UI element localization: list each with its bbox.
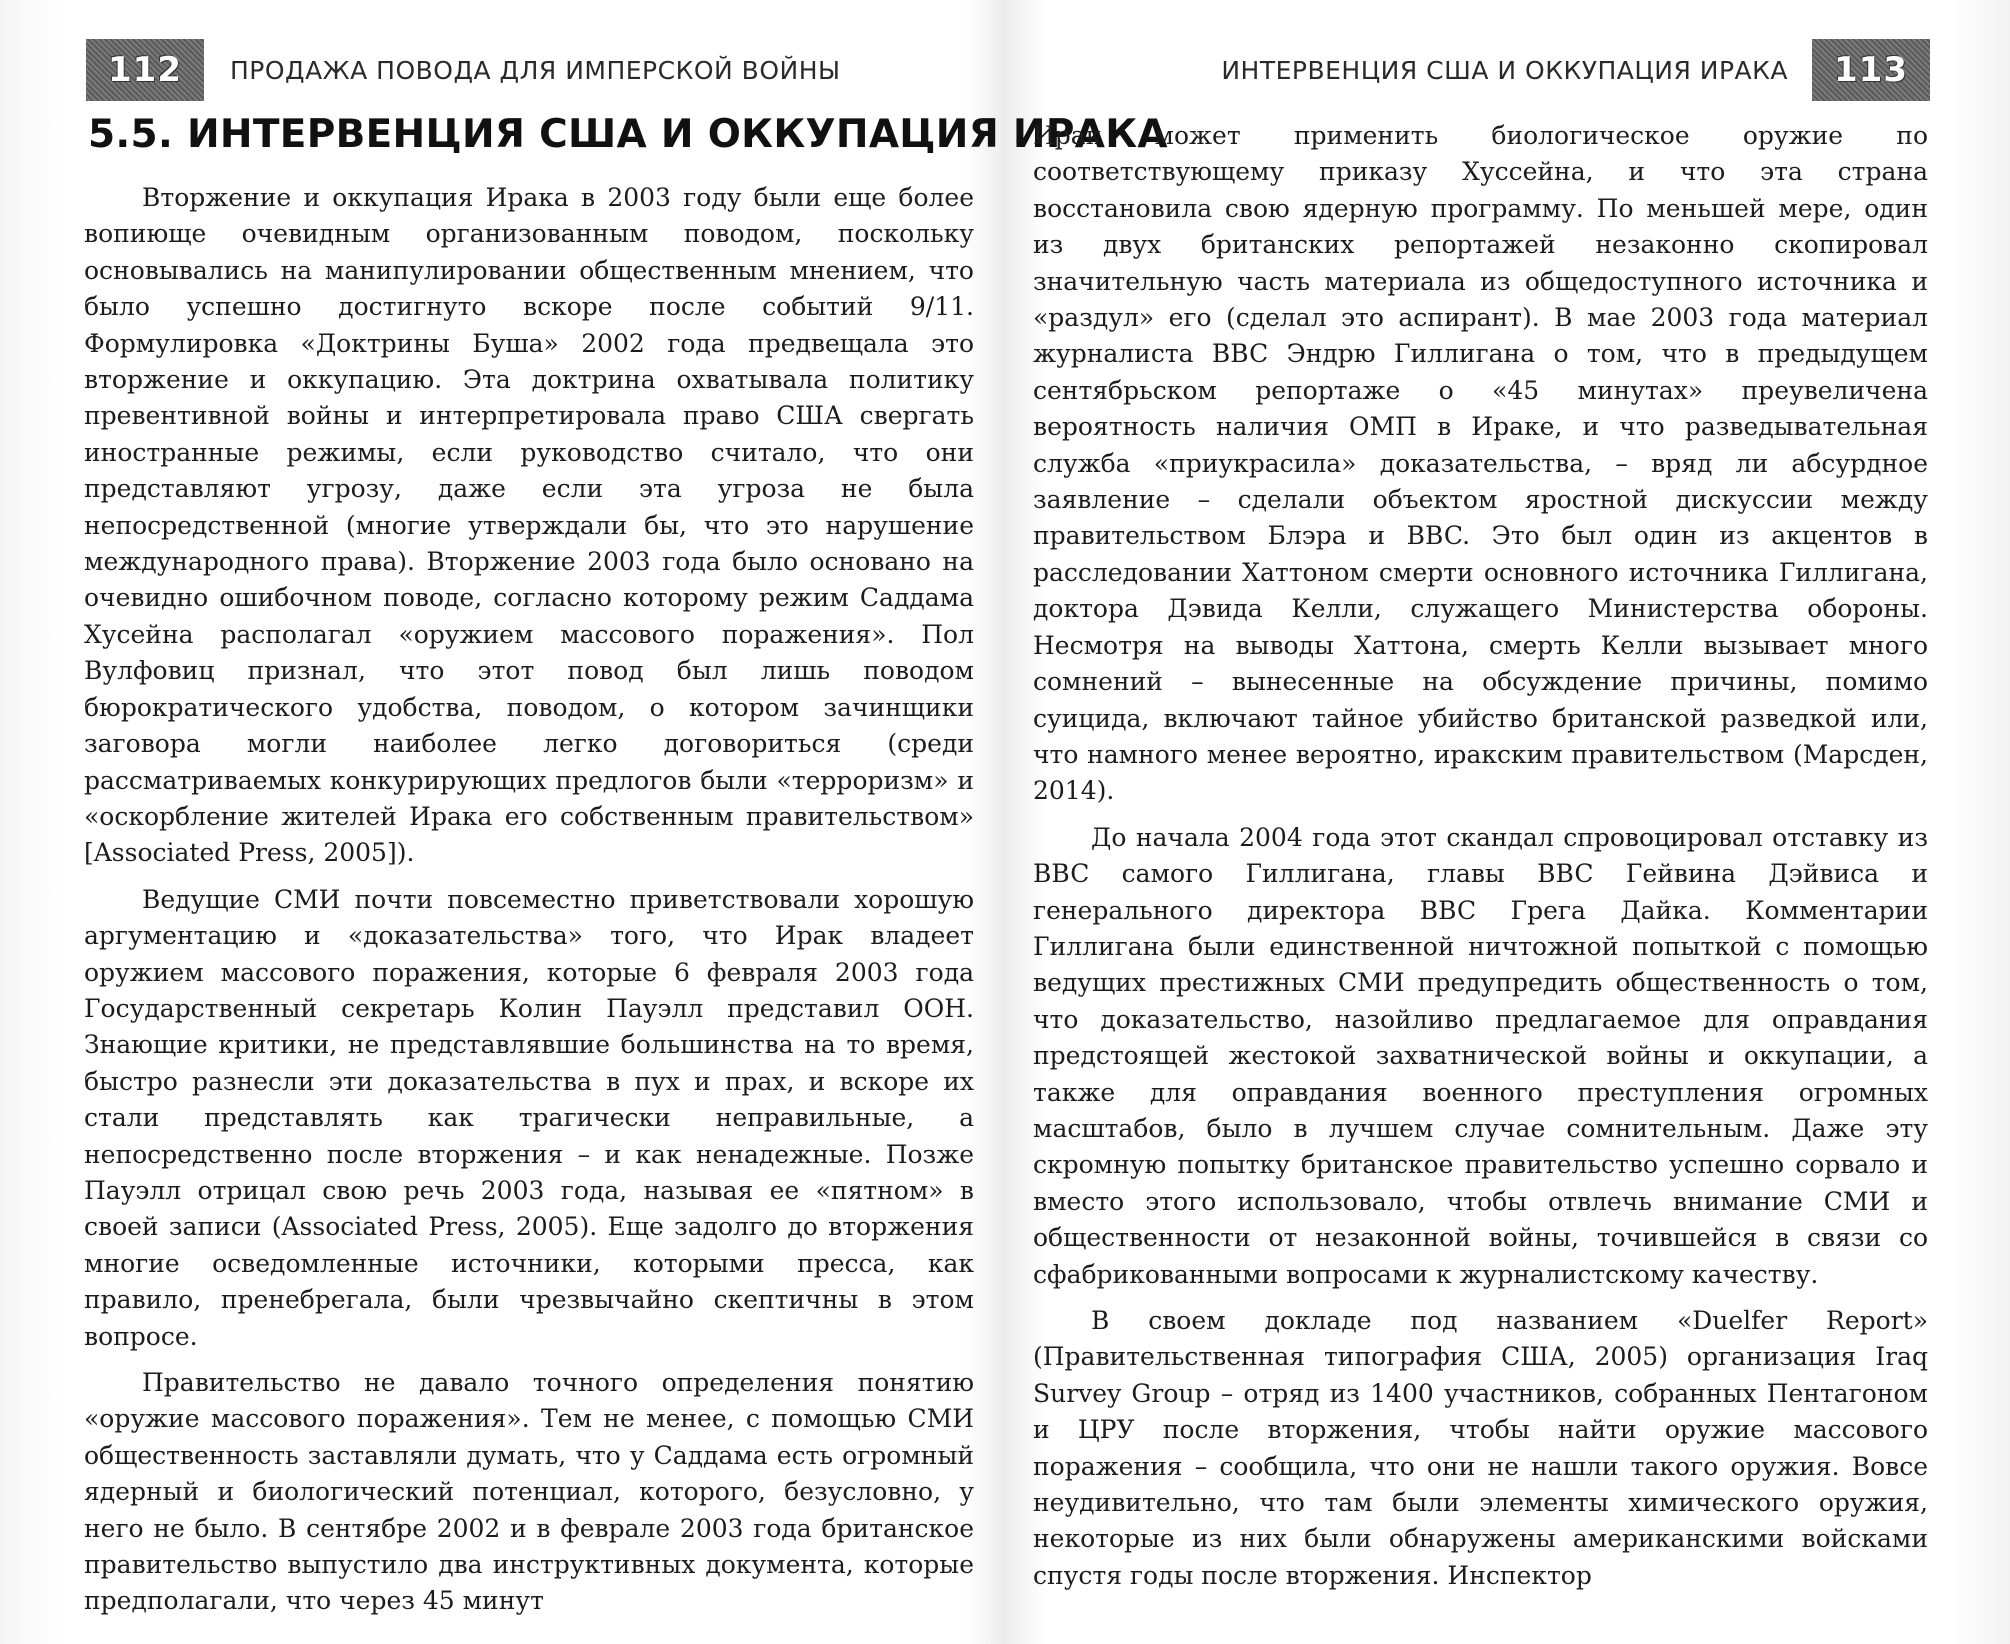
right-paragraph-2: До начала 2004 года этот скандал спровоцировал отставку из BBC самого Гиллигана, главы BBC Гейвина Дэйвиса и генерального директора BBC Грега Дайка. Комментарии Гиллигана были единственной ничтожной попыткой с помощью ведущих престижных СМИ предупредить общественность о том, что доказательство, назойливо предлагаемое для оправдания предстоящей жестокой захватнической войны и оккупации, а также для оправдания военного преступления огромных масштабов, было в лучшем случае сомнительным. Даже эту скромную попытку британское правительство успешно сорвало и вместо этого использовало, чтобы отвлечь внимание СМИ и общественности от незаконной войны, точившейся в связи со сфабрикованными вопросами к журналистскому качеству. xyxy=(1033,822,1928,1289)
left-page-number: 112 xyxy=(86,39,204,101)
right-paragraph-1: Ирак может применить биологическое оружие по соответствующему приказу Хуссейна, и что эта страна восстановила свою ядерную программу. По меньшей мере, один из двух британских репортажей незаконно скопировал значительную часть материала из общедоступного источника и «раздул» его (сделал это аспирант). В мае 2003 года материал журналиста BBC Эндрю Гиллигана о том, что в предыдущем сентябрьском репортаже о «45 минутах» преувеличена вероятность наличия ОМП в Ираке, и что разведывательная служба «приукрасила» доказательства, – вряд ли абсурдное заявление – сделали объектом яростной дискуссии между правительством Блэра и BBC. Это был один из акцентов в расследовании Хаттоном смерти основного источника Гиллигана, доктора Дэвида Келли, служащего Министерства обороны. Несмотря на выводы Хаттона, смерть Келли вызывает много сомнений – вынесенные на обсуждение причины, помимо суицида, включают тайное убийство британской разведкой или, что намного менее вероятно, иракским правительством (Марсден, 2014). xyxy=(1033,121,1928,806)
left-paragraph-1: Вторжение и оккупация Ирака в 2003 году были еще более вопиюще очевидным организованным поводом, поскольку основывались на манипулировании общественным мнением, что было успешно достигнуто вскоре после событий 9/11. Формулировка «Доктрины Буша» 2002 года предвещала это вторжение и оккупацию. Эта доктрина охватывала политику превентивной войны и интерпретировала право США свергать иностранные режимы, если руководство считало, что они представляют угрозу, даже если эта угроза не была непосредственной (многие утверждали бы, что это нарушение международного права). Вторжение 2003 года было основано на очевидно ошибочном поводе, согласно которому режим Саддама Хусейна располагал «оружием массового поражения». Пол Вулфовиц признал, что этот повод был лишь поводом бюрократического удобства, поводом, о котором зачинщики заговора могли наиболее легко договориться (среди рассматриваемых конкурирующих предлогов были «терроризм» и «оскорбление жителей Ирака его собственным правительством» [Associated Press, 2005]). xyxy=(84,183,974,868)
right-page xyxy=(1005,0,2010,1644)
right-running-head xyxy=(1221,38,1930,102)
right-paragraph-3: В своем докладе под названием «Duelfer Report» (Правительственная типография США, 2005) организация Iraq Survey Group – отряд из 1400 участников, собранных Пентагоном и ЦРУ после вторжения, чтобы найти оружие массового поражения – сообщила, что они не нашли такого оружия. Вовсе неудивительно, что там были элементы химического оружия, некоторые из них были обнаружены американскими войсками спустя годы после вторжения. Инспектор xyxy=(1033,1306,1928,1590)
left-paragraph-2: Ведущие СМИ почти повсеместно приветствовали хорошую аргументацию и «доказательства» того, что Ирак владеет оружием массового поражения, которые 6 февраля 2003 года Государственный секретарь Колин Пауэлл представил ООН. Знающие критики, не представлявшие большинства на то время, быстро разнесли эти доказательства в пух и прах, и вскоре их стали представлять как трагически неправильные, а непосредственно после вторжения – и как ненадежные. Позже Пауэлл отрицал свою речь 2003 года, называя ее «пятном» в своей записи (Associated Press, 2005). Еще задолго до вторжения многие осведомленные источники, которыми пресса, как правило, пренебрегала, были чрезвычайно скептичны в этом вопросе. xyxy=(84,884,974,1351)
left-paragraph-3: Правительство не давало точного определения понятию «оружие массового поражения». Тем не менее, с помощью СМИ общественность заставляли думать, что у Саддама есть огромный ядерный и биологический потенциал, которого, безусловно, у него не было. В сентябре 2002 и в феврале 2003 года британское правительство выпустило два инструктивных документа, которые предполагали, что через 45 минут xyxy=(84,1368,974,1616)
right-page-number: 113 xyxy=(1812,39,1930,101)
left-running-head xyxy=(86,38,841,102)
left-text-column xyxy=(84,180,974,1630)
right-running-title: ИНТЕРВЕНЦИЯ США И ОККУПАЦИЯ ИРАКА xyxy=(1221,55,1788,85)
section-title: 5.5. ИНТЕРВЕНЦИЯ США И ОККУПАЦИЯ ИРАКА xyxy=(88,112,1168,157)
left-running-title: ПРОДАЖА ПОВОДА ДЛЯ ИМПЕРСКОЙ ВОЙНЫ xyxy=(230,55,841,85)
right-text-column xyxy=(1033,118,1928,1604)
